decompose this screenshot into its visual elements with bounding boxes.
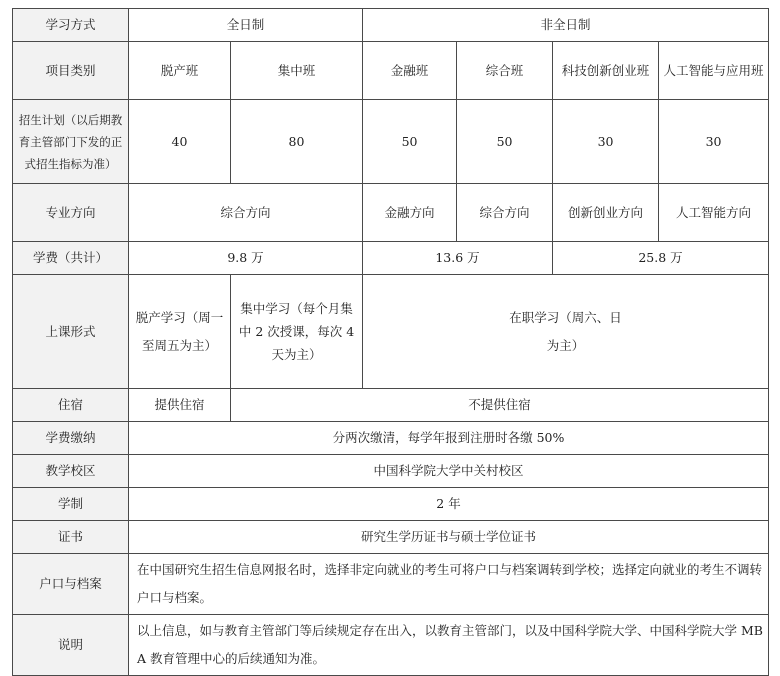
row-hukou bbox=[13, 554, 769, 615]
enrollment-offjob: 40 bbox=[129, 100, 231, 184]
major-direction-general: 综合方向 bbox=[457, 184, 553, 242]
duration-value: 2 年 bbox=[129, 488, 769, 521]
campus-label: 教学校区 bbox=[13, 455, 129, 488]
tuition-innovation-ai: 25.8 万 bbox=[553, 242, 769, 275]
payment-value: 分两次缴清，每学年报到注册时各缴 50% bbox=[129, 422, 769, 455]
hukou-label: 户口与档案 bbox=[13, 554, 129, 615]
class-format-label: 上课形式 bbox=[13, 275, 129, 389]
program-type-general: 综合班 bbox=[457, 42, 553, 100]
enrollment-plan-label: 招生计划（以后期教育主管部门下发的正式招生指标为准） bbox=[13, 100, 129, 184]
class-format-onjob-text: 在职学习（周六、日为主） bbox=[509, 309, 622, 353]
row-payment bbox=[13, 422, 769, 455]
major-direction-innovation: 创新创业方向 bbox=[553, 184, 659, 242]
row-accommodation bbox=[13, 389, 769, 422]
major-direction-fulltime: 综合方向 bbox=[129, 184, 363, 242]
duration-label: 学制 bbox=[13, 488, 129, 521]
program-info-table bbox=[12, 8, 769, 676]
row-enrollment-plan bbox=[13, 100, 769, 184]
hukou-value: 在中国研究生招生信息网报名时，选择非定向就业的考生可将户口与档案调转到学校；选择定向就业的考生不调转户口与档案。 bbox=[129, 554, 769, 615]
study-mode-label: 学习方式 bbox=[13, 9, 129, 42]
major-direction-ai: 人工智能方向 bbox=[659, 184, 769, 242]
program-type-intensive: 集中班 bbox=[231, 42, 363, 100]
program-type-label: 项目类别 bbox=[13, 42, 129, 100]
certificate-label: 证书 bbox=[13, 521, 129, 554]
note-value: 以上信息，如与教育主管部门等后续规定存在出入，以教育主管部门，以及中国科学院大学、中国科学院大学 MBA 教育管理中心的后续通知为准。 bbox=[129, 615, 769, 676]
enrollment-general: 50 bbox=[457, 100, 553, 184]
enrollment-ai: 30 bbox=[659, 100, 769, 184]
class-format-onjob bbox=[363, 275, 769, 389]
tuition-finance-general: 13.6 万 bbox=[363, 242, 553, 275]
major-direction-finance: 金融方向 bbox=[363, 184, 457, 242]
enrollment-innovation: 30 bbox=[553, 100, 659, 184]
row-certificate bbox=[13, 521, 769, 554]
row-tuition bbox=[13, 242, 769, 275]
row-campus bbox=[13, 455, 769, 488]
class-format-intensive: 集中学习（每个月集中 2 次授课，每次 4 天为主） bbox=[231, 275, 363, 389]
certificate-value: 研究生学历证书与硕士学位证书 bbox=[129, 521, 769, 554]
program-type-ai: 人工智能与应用班 bbox=[659, 42, 769, 100]
major-direction-label: 专业方向 bbox=[13, 184, 129, 242]
program-type-finance: 金融班 bbox=[363, 42, 457, 100]
row-study-mode bbox=[13, 9, 769, 42]
accommodation-offjob: 提供住宿 bbox=[129, 389, 231, 422]
campus-value: 中国科学院大学中关村校区 bbox=[129, 455, 769, 488]
tuition-label: 学费（共计） bbox=[13, 242, 129, 275]
program-table-container bbox=[12, 8, 769, 676]
tuition-fulltime: 9.8 万 bbox=[129, 242, 363, 275]
enrollment-intensive: 80 bbox=[231, 100, 363, 184]
study-mode-parttime: 非全日制 bbox=[363, 9, 769, 42]
row-duration bbox=[13, 488, 769, 521]
row-note bbox=[13, 615, 769, 676]
accommodation-label: 住宿 bbox=[13, 389, 129, 422]
study-mode-fulltime: 全日制 bbox=[129, 9, 363, 42]
row-program-type bbox=[13, 42, 769, 100]
program-type-offjob: 脱产班 bbox=[129, 42, 231, 100]
note-label: 说明 bbox=[13, 615, 129, 676]
accommodation-others: 不提供住宿 bbox=[231, 389, 769, 422]
payment-label: 学费缴纳 bbox=[13, 422, 129, 455]
row-class-format bbox=[13, 275, 769, 389]
program-type-innovation: 科技创新创业班 bbox=[553, 42, 659, 100]
enrollment-finance: 50 bbox=[363, 100, 457, 184]
class-format-offjob: 脱产学习（周一至周五为主） bbox=[129, 275, 231, 389]
row-major-direction bbox=[13, 184, 769, 242]
